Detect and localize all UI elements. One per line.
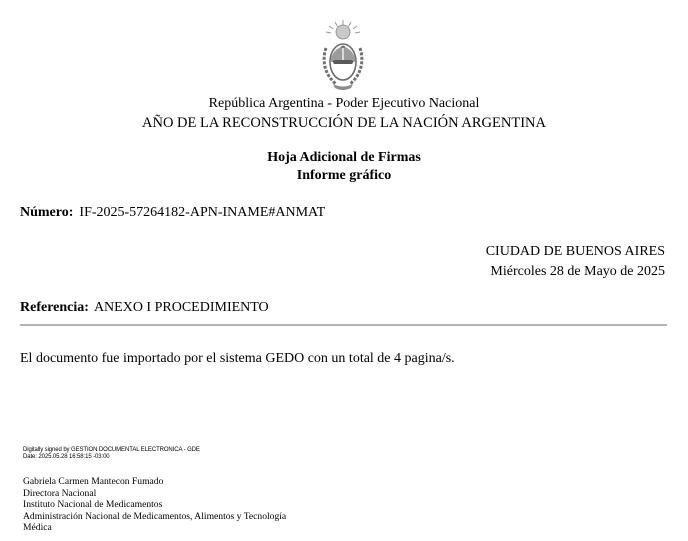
reference-label: Referencia: — [20, 300, 89, 315]
digital-signature-signed-by: Digitally signed by GESTION DOCUMENTAL ELECTRONICA - GDE — [23, 447, 200, 453]
digital-signature-date: Date: 2025.05.28 16:58:15 -03:00 — [23, 454, 110, 460]
city: CIUDAD DE BUENOS AIRES — [485, 244, 665, 259]
document-date: Miércoles 28 de Mayo de 2025 — [490, 264, 665, 279]
signer-administration: Administración Nacional de Medicamentos, Alimentos y Tecnología — [23, 510, 287, 522]
signer-institute: Instituto Nacional de Medicamentos — [23, 499, 163, 510]
signer-name: Gabriela Carmen Mantecon Fumado — [23, 476, 164, 487]
signer-position: Directora Nacional — [23, 487, 97, 499]
document-subtitle: Informe gráfico — [296, 168, 392, 183]
government-header: República Argentina - Poder Ejecutivo Nacional — [208, 96, 480, 111]
digital-signature-stamp — [23, 447, 200, 461]
document-number-label: Número: — [20, 205, 74, 220]
reference-value: ANEXO I PROCEDIMIENTO — [93, 300, 269, 315]
document-number — [20, 205, 325, 221]
argentina-coat-of-arms-icon — [318, 18, 368, 94]
document-number-value: IF-2025-57264182-APN-INAME#ANMAT — [79, 205, 326, 220]
year-motto: AÑO DE LA RECONSTRUCCIÓN DE LA NACIÓN ARGENTINA — [142, 115, 546, 131]
divider — [20, 324, 667, 326]
signer-block — [23, 476, 286, 534]
reference — [20, 300, 269, 316]
signer-administration-cont: Médica — [23, 522, 52, 533]
body-text: El documento fue importado por el sistema GEDO con un total de 4 pagina/s. — [20, 351, 455, 366]
document-title: Hoja Adicional de Firmas — [267, 150, 421, 165]
